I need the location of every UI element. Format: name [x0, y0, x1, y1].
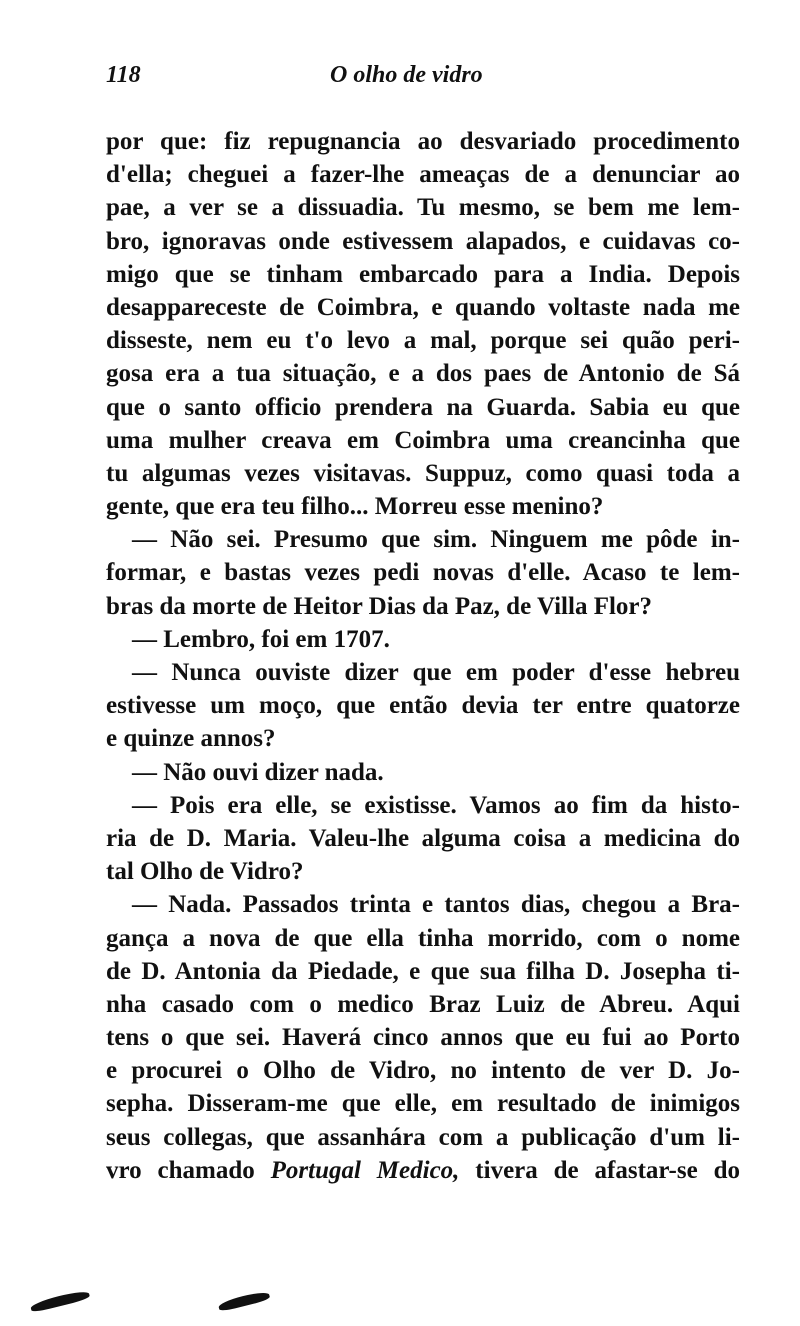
- text-line: disseste, nem eu t'o levo a mal, porque sei quão peri-: [106, 327, 740, 355]
- text-line: uma mulher creava em Coimbra uma creancinha que: [106, 426, 740, 454]
- text-line: por que: fiz repugnancia ao desvariado procedimento: [106, 128, 740, 155]
- text-line: estivesse um moço, que então devia ter entre quatorze: [106, 692, 740, 720]
- text-line: gança a nova de que ella tinha morrido, com o nome: [106, 924, 740, 952]
- text-line: pae, a ver se a dissuadia. Tu mesmo, se bem me lem-: [106, 194, 740, 222]
- text-line: bras da morte de Heitor Dias da Paz, de Villa Flor?: [106, 592, 653, 620]
- dialogue-line: — Nunca ouviste dizer que em poder d'esse hebreu: [132, 659, 740, 686]
- text-line: de D. Antonia da Piedade, e que sua filha D. Josepha ti-: [106, 957, 740, 985]
- text-line: e quinze annos?: [106, 725, 276, 753]
- text-line: tal Olho de Vidro?: [106, 858, 304, 886]
- page-number: 118: [106, 62, 141, 88]
- dialogue-line: — Nada. Passados trinta e tantos dias, chegou a Bra-: [132, 891, 740, 919]
- text-line: gosa era a tua situação, e a dos paes de Antonio de Sá: [106, 360, 740, 388]
- text-fragment: vro chamado: [106, 1156, 255, 1184]
- book-title-italic: Portugal Medico,: [270, 1156, 460, 1184]
- dialogue-line: — Pois era elle, se existisse. Vamos ao fim da histo-: [132, 791, 740, 819]
- text-line: formar, e bastas vezes pedi novas d'elle. Acaso te lem-: [106, 559, 740, 587]
- ink-smudge: [218, 1290, 271, 1312]
- text-line: gente, que era teu filho... Morreu esse menino?: [106, 493, 604, 521]
- text-line: [106, 1154, 740, 1187]
- text-line: seus collegas, que assanhára com a publicação d'um li-: [106, 1123, 740, 1151]
- dialogue-line: — Não ouvi dizer nada.: [132, 758, 384, 786]
- text-line: nha casado com o medico Braz Luiz de Abreu. Aqui: [106, 990, 740, 1018]
- text-line: sepha. Disseram-me que elle, em resultado de inimigos: [106, 1090, 740, 1118]
- text-line: tu algumas vezes visitavas. Suppuz, como quasi toda a: [106, 459, 740, 487]
- text-line: tens o que sei. Haverá cinco annos que eu fui ao Porto: [106, 1024, 740, 1052]
- text-line: d'ella; cheguei a fazer-lhe ameaças de a denunciar ao: [106, 161, 740, 189]
- dialogue-line: — Lembro, foi em 1707.: [132, 625, 390, 653]
- ink-smudge: [30, 1289, 91, 1313]
- text-line: ria de D. Maria. Valeu-lhe alguma coisa a medicina do: [106, 824, 740, 852]
- text-line: desappareceste de Coimbra, e quando voltaste nada me: [106, 293, 740, 321]
- text-line: bro, ignoravas onde estivessem alapados, e cuidavas co-: [106, 227, 740, 255]
- dialogue-line: — Não sei. Presumo que sim. Ninguem me pôde in-: [132, 526, 740, 554]
- text-line: que o santo officio prendera na Guarda. Sabia eu que: [106, 393, 740, 421]
- text-line: migo que se tinham embarcado para a India. Depois: [106, 260, 740, 288]
- page-header: [106, 62, 746, 92]
- running-title: O olho de vidro: [330, 62, 483, 88]
- text-fragment: tivera de afastar-se do: [475, 1156, 740, 1184]
- body-text: [106, 125, 740, 1187]
- text-line: e procurei o Olho de Vidro, no intento de ver D. Jo-: [106, 1057, 740, 1085]
